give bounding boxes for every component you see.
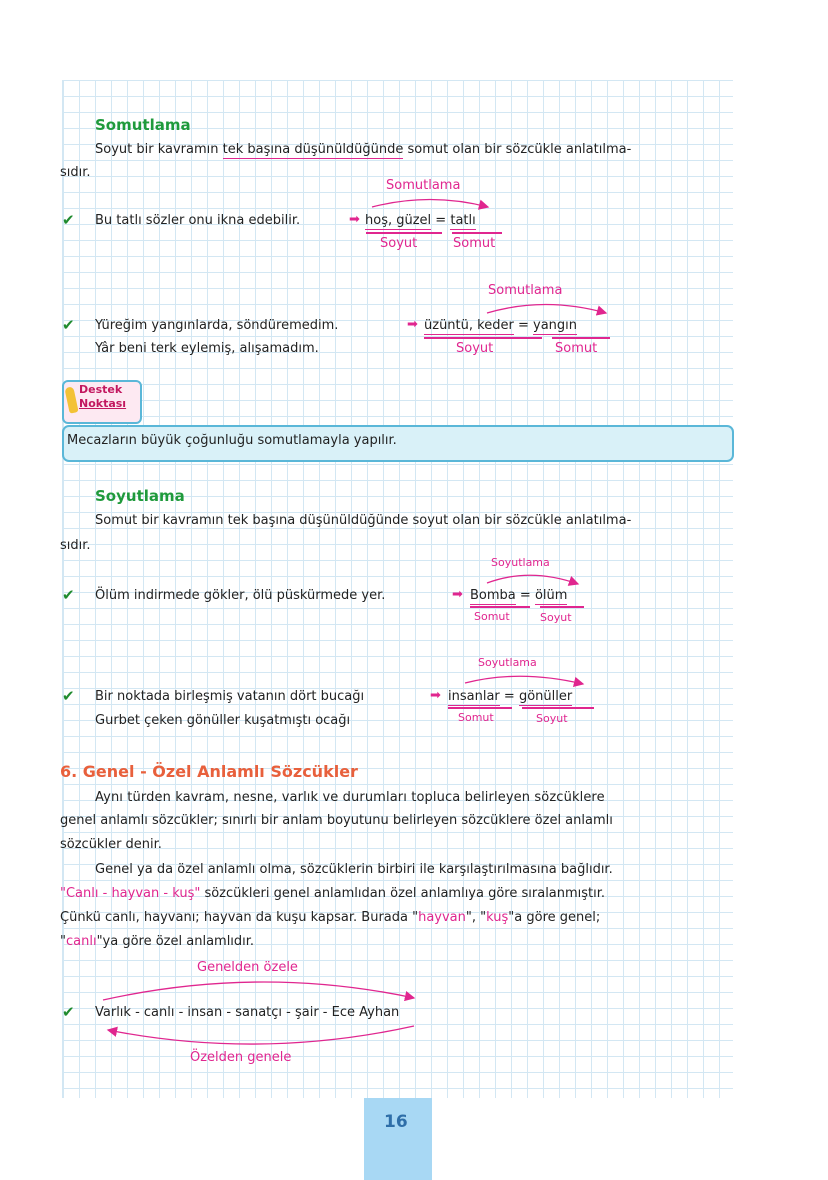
somutlama-definition: Soyut bir kavramın tek başına düşünüldüğünde somut olan bir sözcükle anlatılma- — [95, 142, 632, 157]
concrete-label: Somut — [458, 711, 494, 724]
arc-ozelden-genele — [108, 1026, 414, 1044]
hierarchy-example: Varlık - canlı - insan - sanatçı - şair - Ece Ayhan — [95, 1005, 400, 1020]
example-sentence: Yüreğim yangınlarda, söndüremedim. — [95, 318, 339, 333]
example-sentence: Bir noktada birleşmiş vatanın dört bucağı — [95, 689, 365, 704]
destek-tag — [62, 380, 142, 424]
example-sentence: Bu tatlı sözler onu ikna edebilir. — [95, 213, 301, 228]
example-mapping: hoş, güzel = tatlı — [365, 213, 476, 228]
paragraph-line: Aynı türden kavram, nesne, varlık ve durumları topluca belirleyen sözcüklere — [95, 790, 605, 805]
paragraph-line: Çünkü canlı, hayvanı; hayvan da kuşu kapsar. Burada "hayvan", "kuş"a göre genel; — [60, 910, 601, 925]
soyutlama-definition-cont: sıdır. — [60, 538, 91, 553]
arc-soyutlama-1 — [487, 575, 578, 584]
arc-somutlama-1 — [372, 200, 488, 208]
concrete-label: Somut — [555, 341, 598, 356]
underline — [522, 707, 594, 709]
arc-label: Soyutlama — [491, 556, 550, 569]
example-mapping: Bomba = ölüm — [470, 588, 568, 603]
genelden-ozele-label: Genelden özele — [197, 960, 298, 975]
definition-underlined: tek başına düşünüldüğünde — [222, 142, 404, 157]
arrow-right-icon: ➡ — [407, 317, 418, 332]
somutlama-definition-cont: sıdır. — [60, 165, 91, 180]
concrete-label: Somut — [474, 610, 510, 623]
paragraph-line: genel anlamlı sözcükler; sınırlı bir anlam boyutunu belirleyen sözcüklere özel anlamlı — [60, 813, 613, 828]
example-sentence: Ölüm indirmede gökler, ölü püskürmede yer. — [95, 588, 386, 603]
example-mapping: insanlar = gönüller — [448, 689, 573, 704]
paragraph-line: Genel ya da özel anlamlı olma, sözcüklerin birbiri ile karşılaştırılmasına bağlıdır. — [95, 862, 613, 877]
destek-tag-line1: Destek — [79, 383, 123, 396]
page-number: 16 — [384, 1112, 408, 1132]
arrow-right-icon: ➡ — [430, 688, 441, 703]
pencil-icon — [64, 386, 78, 413]
check-icon: ✔ — [62, 687, 75, 705]
underline — [452, 232, 502, 234]
check-icon: ✔ — [62, 586, 75, 604]
arrow-right-icon: ➡ — [349, 212, 360, 227]
arc-label: Soyutlama — [478, 656, 537, 669]
ozelden-genele-label: Özelden genele — [190, 1050, 292, 1065]
arc-genelden-ozele — [103, 982, 414, 1000]
destek-tag-line2: Noktası — [79, 397, 127, 410]
destek-text: Mecazların büyük çoğunluğu somutlamayla yapılır. — [67, 433, 397, 448]
paragraph-line: "canlı"ya göre özel anlamlıdır. — [60, 934, 255, 949]
arrow-right-icon: ➡ — [452, 587, 463, 602]
arc-soyutlama-2 — [465, 676, 583, 684]
abstract-label: Soyut — [540, 611, 572, 624]
abstract-label: Soyut — [456, 341, 494, 356]
paragraph-line: "Canlı - hayvan - kuş" sözcükleri genel anlamlıdan özel anlamlıya göre sıralanmıştır. — [60, 886, 606, 901]
example-mapping: üzüntü, keder = yangın — [424, 318, 578, 333]
underline — [366, 232, 442, 234]
example-sentence: Yâr beni terk eylemiş, alışamadım. — [95, 341, 319, 356]
soyutlama-heading: Soyutlama — [95, 487, 185, 505]
arc-somutlama-2 — [487, 305, 606, 314]
abstract-label: Soyut — [380, 236, 418, 251]
check-icon: ✔ — [62, 1003, 75, 1021]
somutlama-heading: Somutlama — [95, 116, 191, 134]
soyutlama-definition: Somut bir kavramın tek başına düşünüldüğünde soyut olan bir sözcükle anlatılma- — [95, 513, 632, 528]
underline — [424, 337, 542, 339]
concrete-label: Somut — [453, 236, 496, 251]
underline — [540, 606, 584, 608]
paragraph-line: sözcükler denir. — [60, 837, 162, 852]
arc-label: Somutlama — [386, 178, 461, 193]
example-sentence: Gurbet çeken gönüller kuşatmıştı ocağı — [95, 713, 351, 728]
underline — [448, 707, 512, 709]
underline — [470, 606, 530, 608]
check-icon: ✔ — [62, 316, 75, 334]
genel-ozel-heading: 6. Genel - Özel Anlamlı Sözcükler — [60, 762, 358, 781]
abstract-label: Soyut — [536, 712, 568, 725]
check-icon: ✔ — [62, 211, 75, 229]
arc-label: Somutlama — [488, 283, 563, 298]
underline — [552, 337, 610, 339]
page-number-tab — [364, 1098, 432, 1180]
